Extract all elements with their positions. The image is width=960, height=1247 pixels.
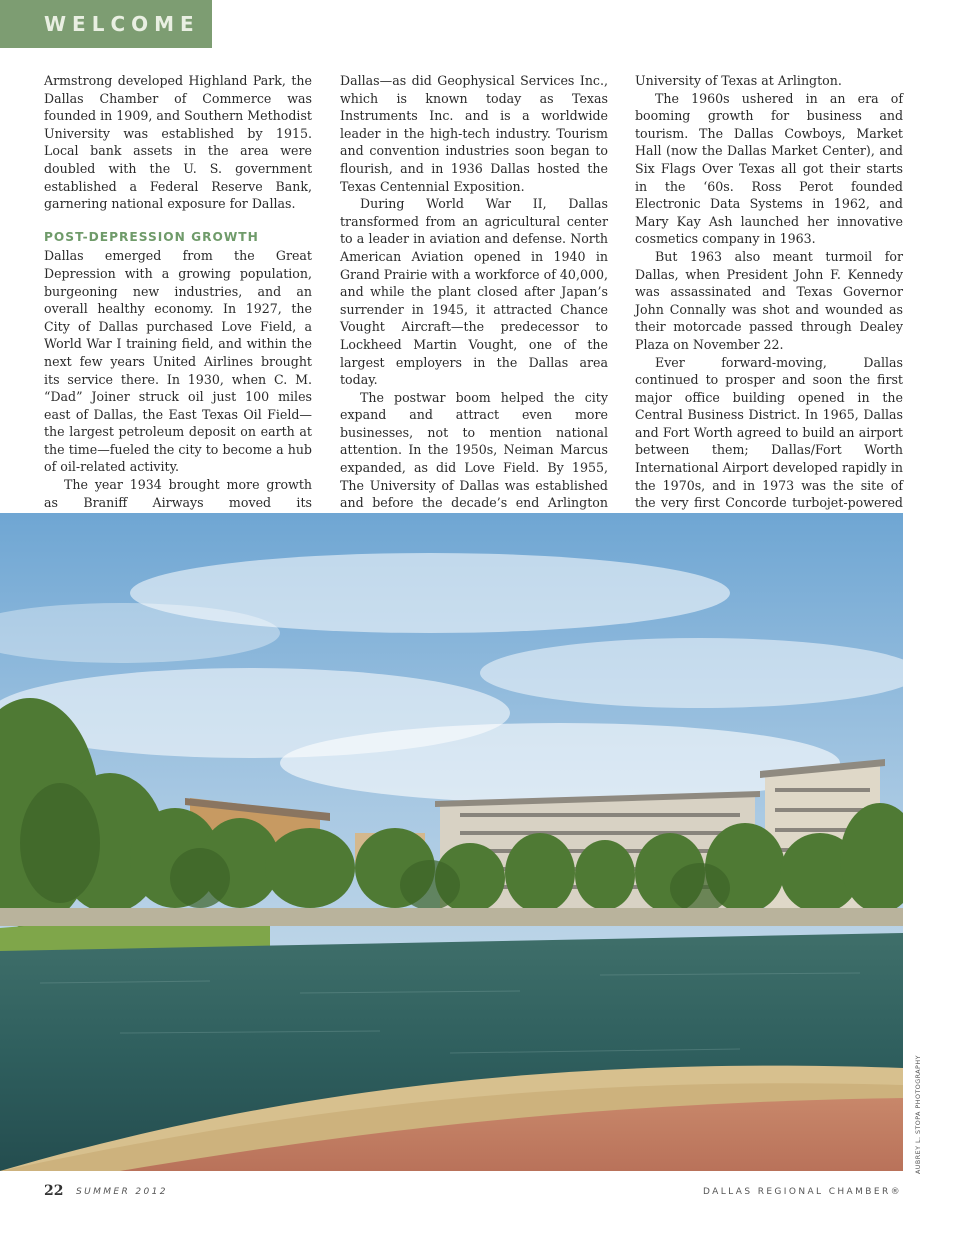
lake-photo bbox=[0, 513, 903, 1171]
paragraph: But 1963 also meant turmoil for Dallas, when President John F. Kennedy was assassinated and Texas Governor John Connally was shot and wounded as their motorcade passed through Dealey Plaza on November 22. bbox=[635, 248, 903, 352]
paragraph: Dallas—as did Geophysical Services Inc., which is known today as Texas Instruments Inc. and is a worldwide leader in the high-tech industry. Tourism and convention industries soon began to flourish, and in 1936 Dallas hosted the Texas Centennial Exposition. bbox=[340, 73, 608, 194]
photo-credit: AUBREY L. STOPA PHOTOGRAPHY bbox=[915, 1055, 922, 1174]
issue-date: SUMMER 2012 bbox=[76, 1187, 168, 1197]
article-column-3 bbox=[635, 72, 903, 547]
article-column-1 bbox=[44, 72, 312, 529]
paragraph: The year 1934 brought more growth as Braniff Airways moved its bbox=[44, 477, 312, 510]
page-number: 22 bbox=[44, 1183, 64, 1199]
paragraph: Ever forward-moving, Dallas continued to prosper and soon the first major office building opened in the Central Business District. In 1965, Dallas and Fort Worth agreed to build an airport between them; Dallas/Fort Worth International Airport developed rapidly in the 1970s, and in 1973 was the site of the very first Concorde turbojet-powered bbox=[635, 354, 903, 511]
paragraph: Armstrong developed Highland Park, the Dallas Chamber of Commerce was founded in 1909, and Southern Methodist University was established by 1915. Local bank assets in the area were doubled with the U. S. government established a Federal Reserve Bank, garnering national exposure for Dallas. bbox=[44, 73, 312, 212]
paragraph: University of Texas at Arlington. bbox=[635, 73, 842, 88]
publication-name: DALLAS REGIONAL CHAMBER® bbox=[703, 1187, 902, 1197]
section-heading: POST-DEPRESSION GROWTH bbox=[44, 229, 259, 244]
article-column-2 bbox=[340, 72, 608, 529]
paragraph: Dallas emerged from the Great Depression with a growing population, burgeoning new industries, and an overall healthy economy. In 1927, the City of Dallas purchased Love Field, a World War I training field, and within the next few years United Airlines brought its service there. In 1930, when C. M. “Dad” Joiner struck oil just 100 miles east of Dallas, the East Texas Oil Field—the largest petroleum deposit on earth at the time—fueled the city to become a hub of oil-related activity. bbox=[44, 248, 312, 475]
section-tab bbox=[0, 0, 212, 48]
paragraph: The 1960s ushered in an era of booming growth for business and tourism. The Dallas Cowboys, Market Hall (now the Dallas Market Center), and Six Flags Over Texas all got their starts in the ‘60s. Ross Perot founded Electronic Data Systems in 1962, and Mary Kay Ash launched her innovative cosmetics company in 1963. bbox=[635, 90, 903, 247]
paragraph: The postwar boom helped the city expand and attract even more businesses, not to mention national attention. In the 1950s, Neiman Marcus expanded, as did Love Field. By 1955, The University of Dallas was established and before the decade’s end Arlington bbox=[340, 389, 608, 511]
section-tab-label: WELCOME bbox=[44, 12, 200, 36]
paragraph: During World War II, Dallas transformed from an agricultural center to a leader in aviation and defense. North American Aviation opened in 1940 in Grand Prairie with a workforce of 40,000, and while the plant closed after Japan’s surrender in 1945, it attracted Chance Vought Aircraft—the predecessor to Lockheed Martin Vought, one of the largest employers in the Dallas area today. bbox=[340, 196, 608, 388]
